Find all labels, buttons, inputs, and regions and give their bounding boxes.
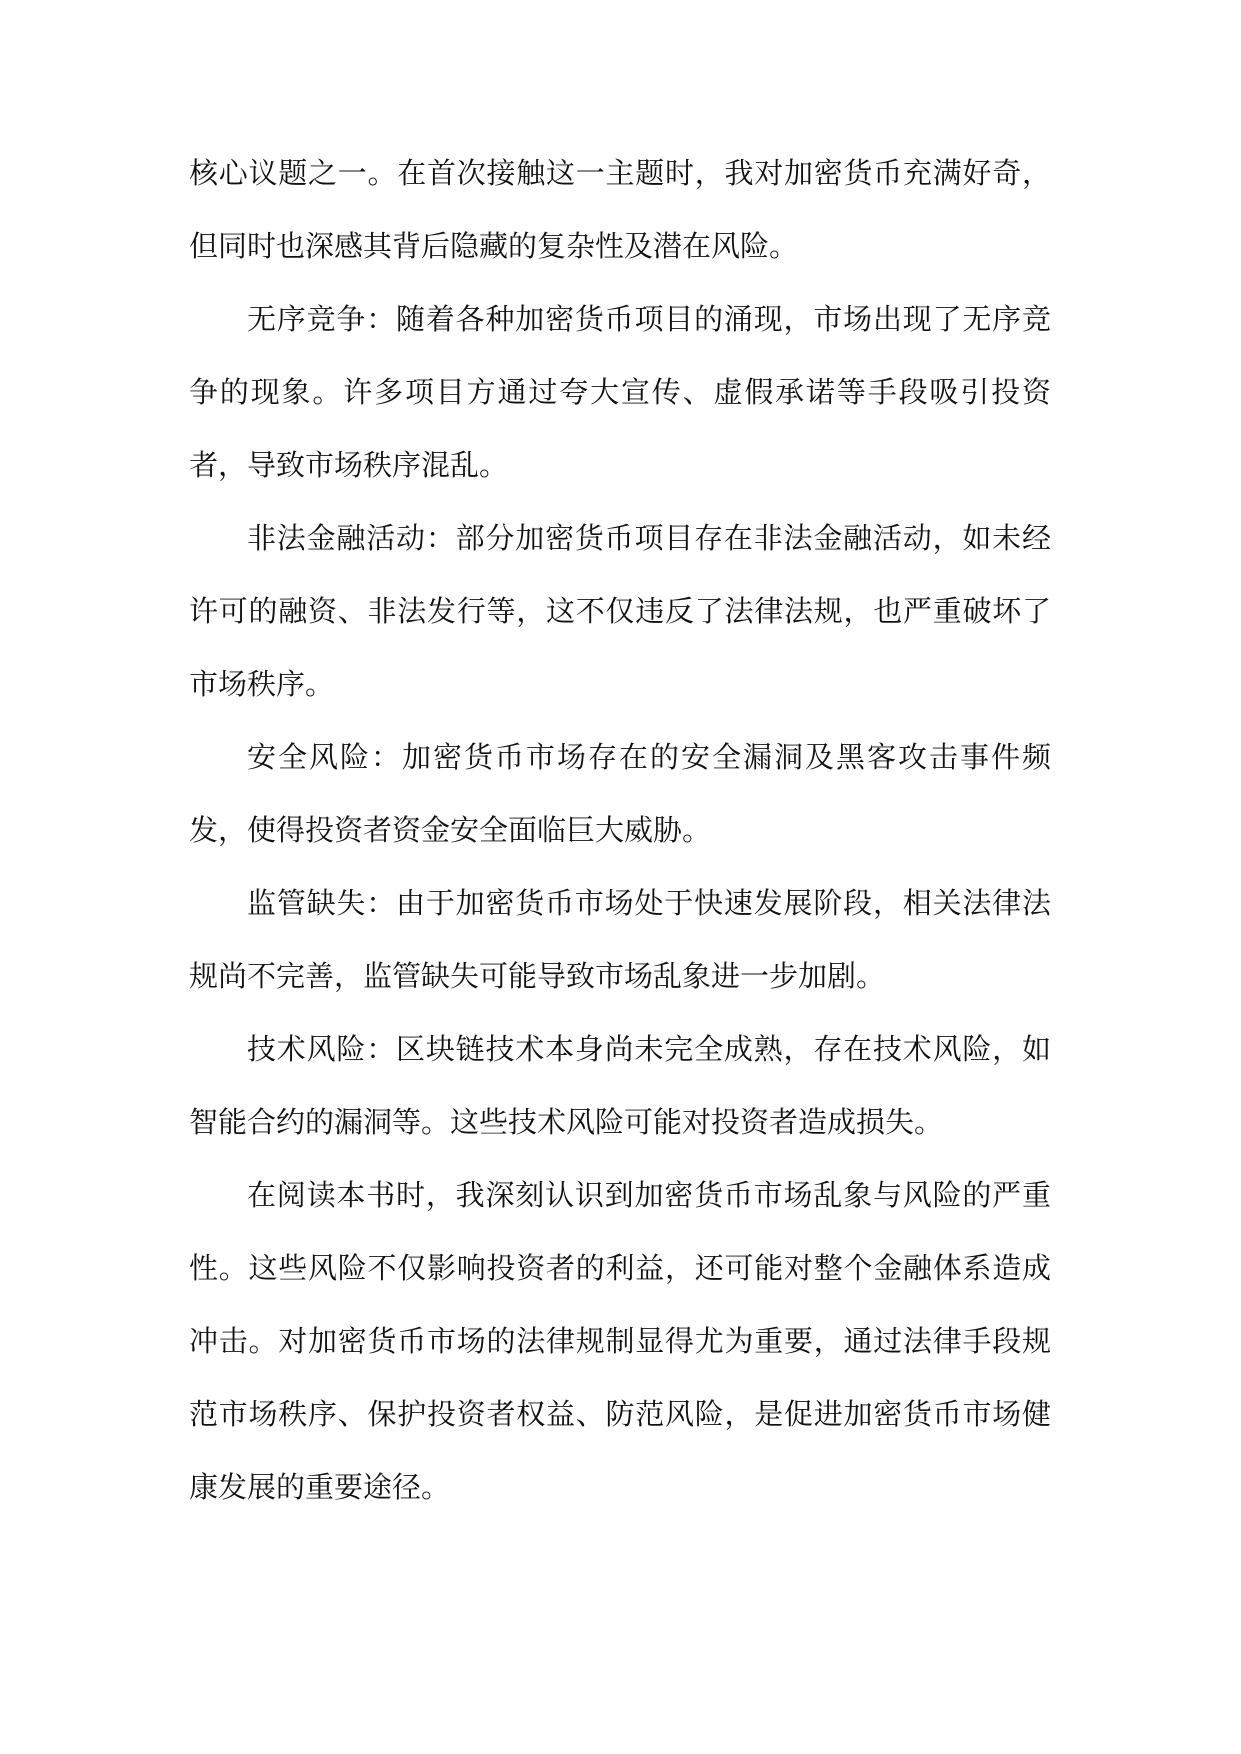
paragraph-continued-intro: 核心议题之一。在首次接触这一主题时，我对加密货币充满好奇，但同时也深感其背后隐藏的复杂性及潜在风险。 <box>189 156 1051 263</box>
paragraph-security-risk: 安全风险：加密货币市场存在的安全漏洞及黑客攻击事件频发，使得投资者资金安全面临巨大威胁。 <box>189 740 1051 847</box>
paragraph-conclusion: 在阅读本书时，我深刻认识到加密货币市场乱象与风险的严重性。这些风险不仅影响投资者的利益，还可能对整个金融体系造成冲击。对加密货币市场的法律规制显得尤为重要，通过法律手段规范市场秩序、保护投资者权益、防范风险，是促进加密货币市场健康发展的重要途径。 <box>189 1178 1051 1504</box>
paragraph-disorderly-competition: 无序竞争：随着各种加密货币项目的涌现，市场出现了无序竞争的现象。许多项目方通过夸大宣传、虚假承诺等手段吸引投资者，导致市场秩序混乱。 <box>189 302 1051 482</box>
paragraph-technical-risk: 技术风险：区块链技术本身尚未完全成熟，存在技术风险，如智能合约的漏洞等。这些技术风险可能对投资者造成损失。 <box>189 1032 1051 1139</box>
paragraph-illegal-financial-activities: 非法金融活动：部分加密货币项目存在非法金融活动，如未经许可的融资、非法发行等，这不仅违反了法律法规，也严重破坏了市场秩序。 <box>189 521 1051 701</box>
paragraph-regulatory-gap: 监管缺失：由于加密货币市场处于快速发展阶段，相关法律法规尚不完善，监管缺失可能导致市场乱象进一步加剧。 <box>189 886 1051 993</box>
document-body <box>189 137 1051 1524</box>
